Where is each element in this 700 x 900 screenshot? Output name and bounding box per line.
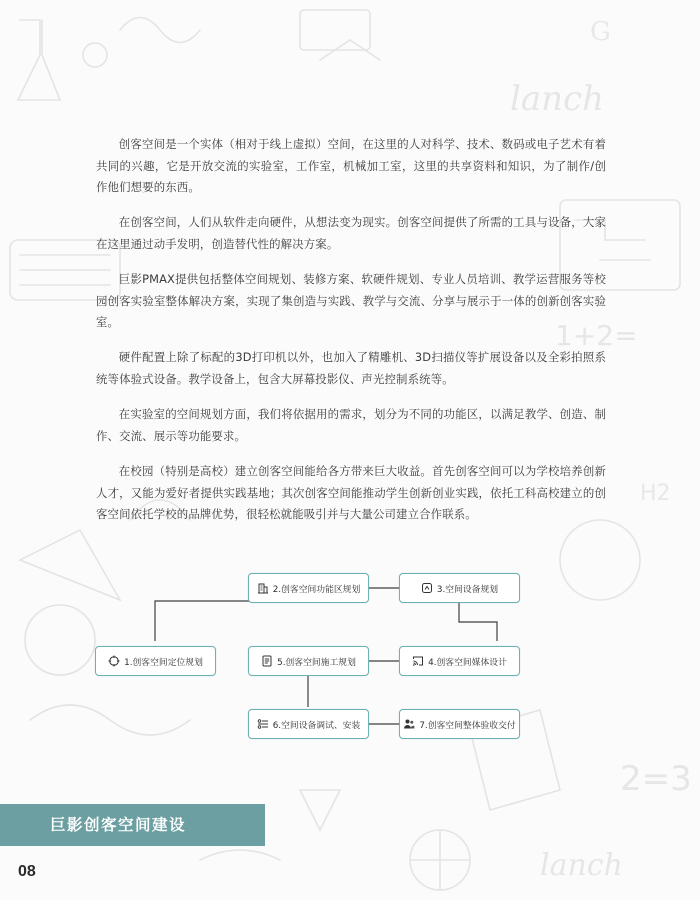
svg-text:G: G — [590, 17, 611, 47]
people-icon — [403, 718, 415, 730]
connector-3-4 — [459, 601, 497, 641]
section-banner — [0, 804, 265, 846]
flow-step-3 — [399, 573, 520, 603]
flow-step-6 — [248, 709, 369, 739]
flow-step-4-label: 4.创客空间媒体设计 — [428, 657, 507, 668]
svg-text:2=3: 2=3 — [620, 759, 692, 799]
svg-text:H2: H2 — [640, 481, 671, 506]
connector-1-2 — [155, 601, 250, 641]
svg-text:lanch: lanch — [540, 848, 623, 883]
paragraph-2: 在创客空间，人们从软件走向硬件，从想法变为现实。创客空间提供了所需的工具与设备，大家在这里通过动手发明，创造替代性的解决方案。 — [96, 215, 606, 251]
flow-step-5-label: 5.创客空间施工规划 — [277, 657, 356, 668]
paragraph-5: 在实验室的空间规划方面，我们将依据用的需求，划分为不同的功能区，以满足教学、创造、制作、交流、展示等功能要求。 — [96, 407, 606, 443]
section-title: 巨影创客空间建设 — [50, 816, 187, 834]
flow-step-3-label: 3.空间设备规划 — [436, 584, 499, 595]
svg-text:lanch: lanch — [510, 79, 604, 119]
flow-step-2 — [248, 573, 369, 603]
flow-step-6-label: 6.空间设备调试、安装 — [272, 720, 361, 731]
flow-step-4 — [399, 646, 520, 676]
building-icon — [257, 582, 269, 594]
paragraph-6: 在校园（特别是高校）建立创客空间能给各方带来巨大收益。首先创客空间可以为学校培养创新人才，又能为爱好者提供实践基地；其次创客空间能推动学生创新创业实践，依托工科高校建立的创客空间依托学校的品牌优势，很轻松就能吸引并与大量公司建立合作联系。 — [96, 464, 606, 521]
flow-step-7 — [399, 709, 520, 739]
flow-step-2-label: 2.创客空间功能区规划 — [272, 584, 361, 595]
flow-step-7-label: 7.创客空间整体验收交付 — [419, 720, 516, 731]
paragraph-3: 巨影PMAX提供包括整体空间规划、装修方案、软硬件规划、专业人员培训、教学运营服务等校园创客实验室整体解决方案，实现了集创造与实践、教学与交流、分享与展示于一体的创新创客实验室。 — [96, 272, 606, 329]
flow-step-1 — [95, 646, 216, 676]
paragraph-1: 创客空间是一个实体（相对于线上虚拟）空间，在这里的人对科学、技术、数码或电子艺术有着共同的兴趣，它是开放交流的实验室，工作室，机械加工室，这里的共享资料和知识，为了制作/创作他们想要的东西。 — [96, 137, 606, 194]
settings-list-icon — [257, 718, 269, 730]
paragraph-4: 硬件配置上除了标配的3D打印机以外，也加入了精雕机、3D扫描仪等扩展设备以及全彩拍照系统等体验式设备。教学设备上，包含大屏幕投影仪、声光控制系统等。 — [96, 350, 606, 386]
target-icon — [108, 655, 120, 667]
page-number: 08 — [18, 863, 36, 880]
flow-step-5 — [248, 646, 369, 676]
cast-icon — [412, 655, 424, 667]
document-icon — [261, 655, 273, 667]
svg-text:1+2=: 1+2= — [555, 319, 638, 352]
flow-step-1-label: 1.创客空间定位规划 — [124, 657, 203, 668]
device-icon — [421, 582, 433, 594]
